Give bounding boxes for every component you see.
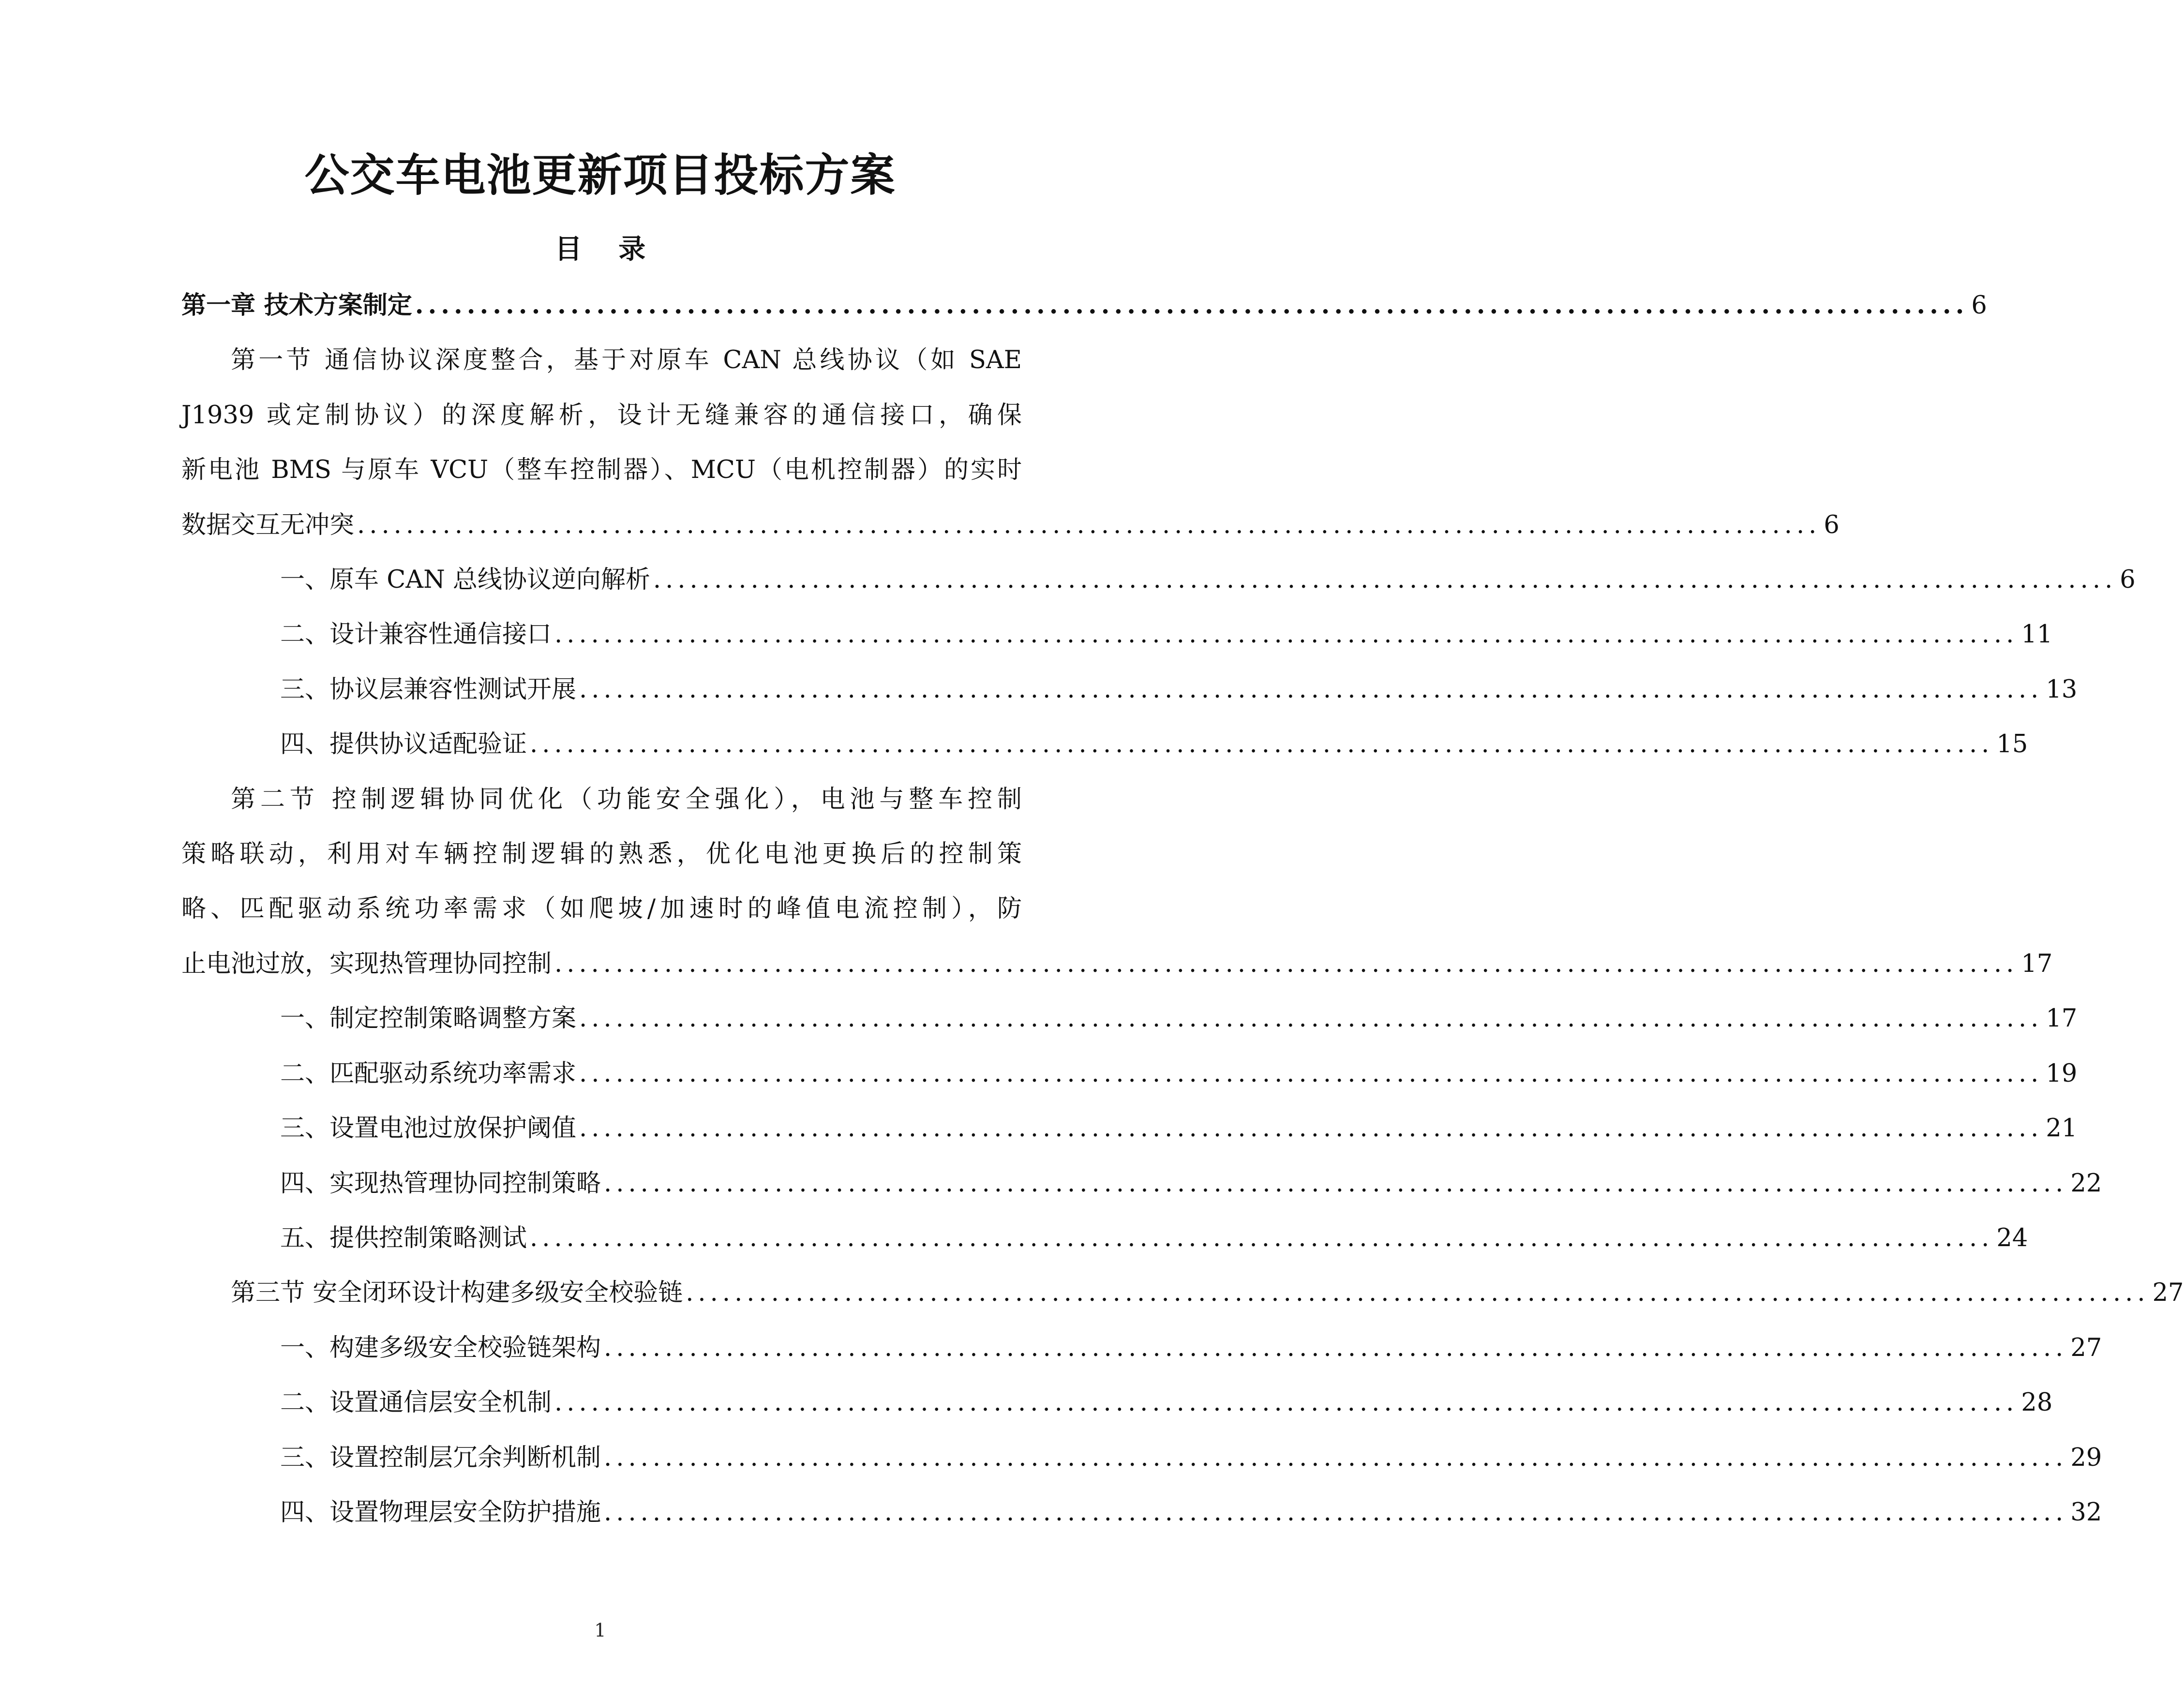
toc-entry-title: 三、协议层兼容性测试开展	[280, 675, 577, 704]
toc-section-line: J1939 或定制协议）的深度解析，设计无缝兼容的通信接口，确保	[181, 401, 1022, 430]
toc-item[interactable]	[181, 1211, 2028, 1265]
toc-section-line: 策略联动，利用对车辆控制逻辑的熟悉，优化电池更换后的控制策	[181, 840, 1022, 869]
toc-item[interactable]	[181, 991, 2078, 1046]
toc-leader-dots: ........................................................................................................................	[653, 566, 2117, 595]
toc-leader-dots: ........................................................................................................................	[579, 1059, 2043, 1088]
toc-entry-title: 三、设置电池过放保护阈值	[280, 1114, 577, 1143]
toc-leader-dots: ........................................................................................................................	[357, 510, 1821, 539]
table-of-contents	[181, 278, 2184, 1540]
toc-entry-page: 6	[1824, 510, 1840, 539]
toc-item[interactable]	[181, 607, 2053, 662]
toc-section-2[interactable]	[181, 772, 2053, 992]
toc-entry-page: 28	[2021, 1388, 2053, 1417]
toc-entry-title: 五、提供控制策略测试	[280, 1223, 527, 1252]
toc-entry-page: 17	[2021, 949, 2053, 978]
toc-entry-title: 第一章 技术方案制定	[181, 291, 412, 320]
toc-section-3[interactable]	[181, 1265, 2184, 1320]
toc-entry-page: 19	[2046, 1059, 2078, 1088]
toc-leader-dots: ........................................................................................................................	[604, 1333, 2068, 1362]
toc-leader-dots: ........................................................................................................................	[530, 1223, 1994, 1252]
toc-item[interactable]	[181, 1430, 2102, 1485]
toc-leader-dots: ........................................................................................................................	[554, 620, 2019, 649]
toc-entry-page: 24	[1996, 1223, 2028, 1252]
toc-entry-page: 22	[2070, 1169, 2102, 1198]
toc-leader-dots: ........................................................................................................................	[686, 1279, 2150, 1308]
toc-item[interactable]	[181, 662, 2078, 717]
toc-item[interactable]	[181, 1156, 2102, 1211]
toc-entry-title: 第三节 安全闭环设计构建多级安全校验链	[231, 1279, 683, 1308]
toc-entry-title: 四、实现热管理协同控制策略	[280, 1169, 601, 1198]
toc-entry-page: 13	[2046, 675, 2078, 704]
toc-section-line: 略、匹配驱动系统功率需求（如爬坡/加速时的峰值电流控制），防	[181, 894, 1022, 923]
toc-item[interactable]	[181, 1485, 2102, 1540]
toc-entry-title: 四、设置物理层安全防护措施	[280, 1498, 601, 1527]
toc-entry-page: 15	[1996, 730, 2028, 759]
toc-leader-dots: ........................................................................................................................	[554, 949, 2019, 978]
toc-section-line: 止电池过放，实现热管理协同控制	[181, 949, 552, 978]
toc-leader-dots: ........................................................................................................................	[604, 1169, 2068, 1198]
toc-entry-title: 二、设计兼容性通信接口	[280, 620, 552, 649]
toc-leader-dots: ........................................................................................................................	[579, 1004, 2043, 1033]
toc-item[interactable]	[181, 1046, 2078, 1101]
toc-leader-dots: ........................................................................................................................	[604, 1498, 2068, 1527]
toc-item[interactable]	[181, 552, 2136, 607]
toc-leader-dots: ........................................................................................................................	[530, 730, 1994, 759]
document-title: 公交车电池更新项目投标方案	[304, 149, 896, 201]
page-number: 1	[594, 1620, 606, 1641]
toc-section-line: 第一节 通信协议深度整合，基于对原车 CAN 总线协议（如 SAE	[231, 346, 1022, 375]
toc-section-line: 第二节 控制逻辑协同优化（功能安全强化），电池与整车控制	[231, 785, 1022, 814]
toc-item[interactable]	[181, 1321, 2102, 1375]
toc-entry-page: 32	[2070, 1498, 2102, 1527]
toc-leader-dots: ........................................................................................................................	[579, 675, 2043, 704]
toc-entry-page: 27	[2152, 1279, 2184, 1308]
toc-entry-title: 三、设置控制层冗余判断机制	[280, 1443, 601, 1472]
toc-entry-title: 一、原车 CAN 总线协议逆向解析	[280, 566, 650, 595]
toc-leader-dots: ........................................................................................................................	[604, 1443, 2068, 1472]
toc-entry-page: 21	[2046, 1114, 2078, 1143]
toc-entry-title: 二、设置通信层安全机制	[280, 1388, 552, 1417]
toc-leader-dots: ........................................................................................................................	[579, 1114, 2043, 1143]
toc-item[interactable]	[181, 1375, 2053, 1430]
toc-entry-title: 一、构建多级安全校验链架构	[280, 1333, 601, 1362]
toc-entry-page: 6	[2120, 566, 2136, 595]
toc-entry-page: 17	[2046, 1004, 2078, 1033]
toc-entry-title: 一、制定控制策略调整方案	[280, 1004, 577, 1033]
toc-entry-page: 27	[2070, 1333, 2102, 1362]
toc-entry-title: 四、提供协议适配验证	[280, 730, 527, 759]
toc-section-1[interactable]	[181, 333, 1840, 552]
toc-entry-page: 6	[1971, 291, 1987, 320]
toc-section-line: 新电池 BMS 与原车 VCU（整车控制器）、MCU（电机控制器）的实时	[181, 456, 1022, 485]
toc-item[interactable]	[181, 717, 2028, 772]
toc-leader-dots: ........................................................................................................................	[415, 291, 1969, 320]
toc-heading: 目 录	[554, 233, 659, 265]
toc-entry-page: 29	[2070, 1443, 2102, 1472]
toc-item[interactable]	[181, 1101, 2078, 1156]
toc-chapter-1[interactable]	[181, 278, 1987, 333]
toc-entry-title: 二、匹配驱动系统功率需求	[280, 1059, 577, 1088]
toc-leader-dots: ........................................................................................................................	[554, 1388, 2019, 1417]
toc-section-line: 数据交互无冲突	[181, 510, 355, 539]
toc-entry-page: 11	[2021, 620, 2053, 649]
